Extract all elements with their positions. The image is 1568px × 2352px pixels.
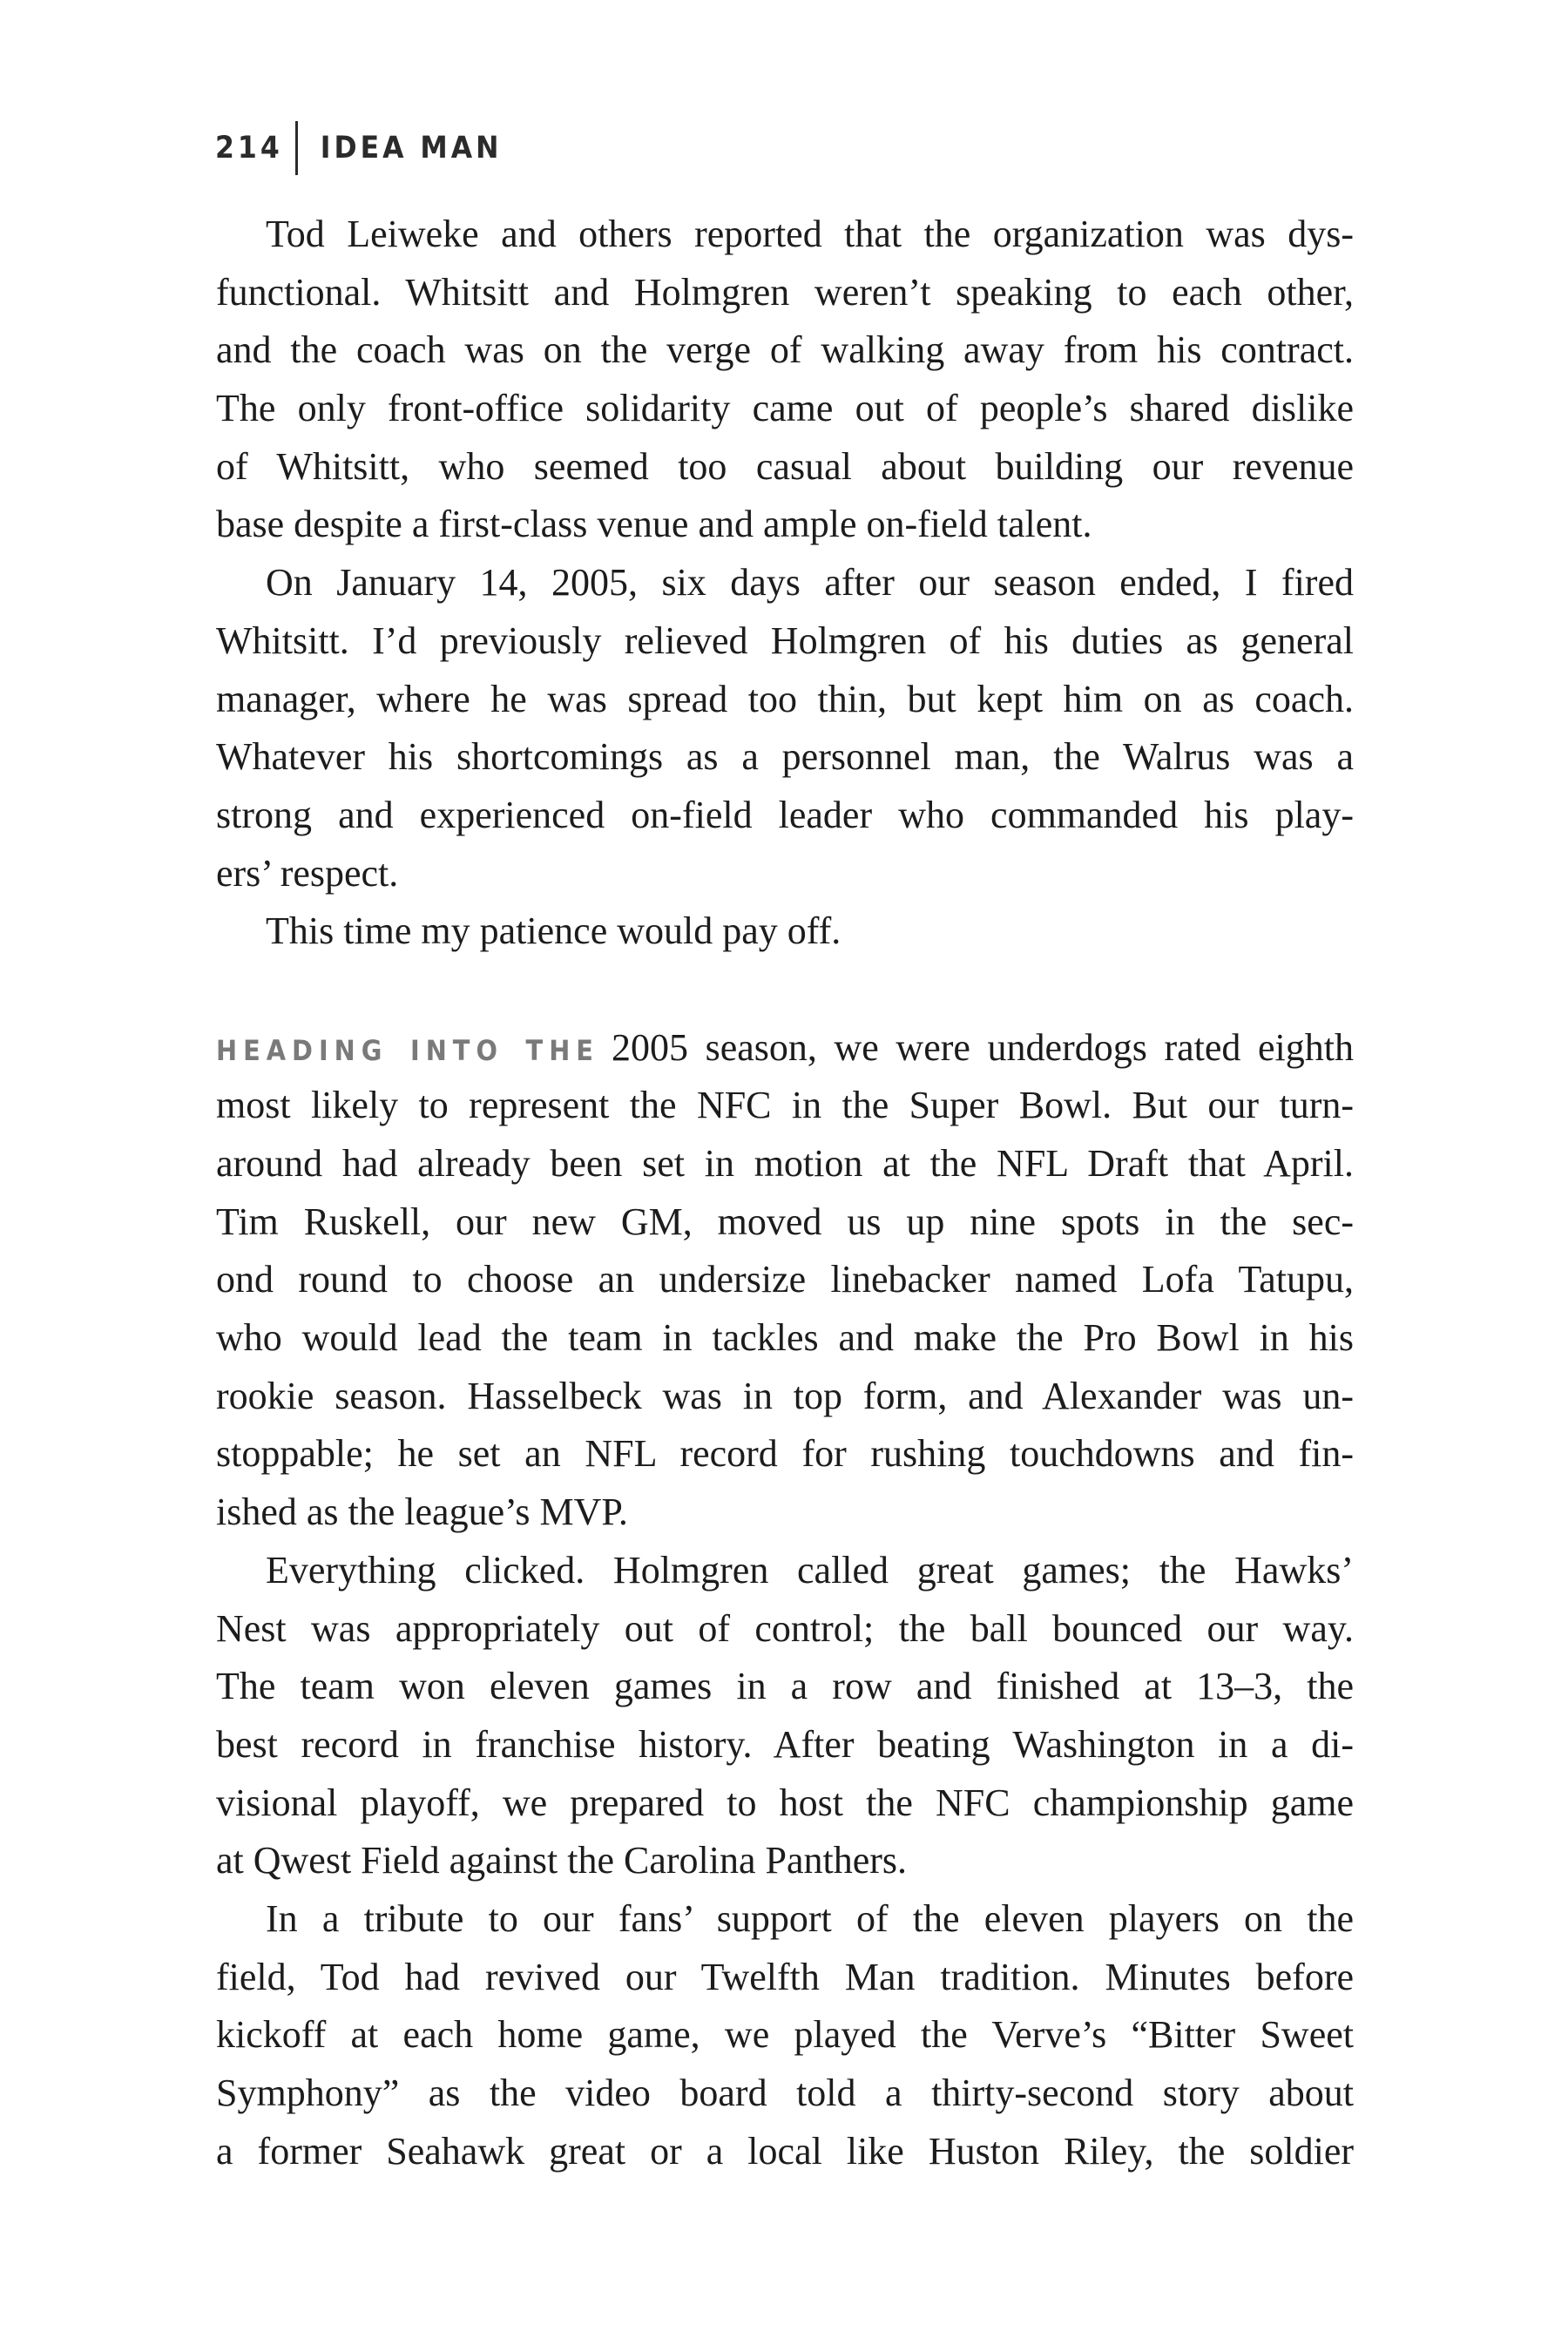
text-line: In a tribute to our fans’ support of the eleven players on the — [266, 1896, 1354, 1940]
text-line: visional playoff, we prepared to host the NFC championship game — [216, 1781, 1354, 1824]
text-line: a former Seahawk great or a local like Huston Riley, the soldier — [216, 2129, 1354, 2173]
page-number: 214 — [215, 131, 283, 166]
text-line: of Whitsitt, who seemed too casual about building our revenue — [216, 444, 1354, 488]
text-line: ished as the league’s MVP. — [216, 1490, 628, 1534]
text-line: manager, where he was spread too thin, but kept him on as coach. — [216, 677, 1354, 720]
text-line: rookie season. Hasselbeck was in top form, and Alexander was un- — [216, 1374, 1354, 1417]
book-title: IDEA MAN — [320, 131, 503, 166]
paragraph — [216, 1890, 1354, 2180]
text-line: base despite a first-class venue and ample on-field talent. — [216, 503, 1092, 546]
text-line: ers’ respect. — [216, 851, 399, 895]
section-lead-in: HEADING INTO THE — [216, 1033, 599, 1067]
text-line: who would lead the team in tackles and make the Pro Bowl in his — [216, 1316, 1354, 1360]
text-line: field, Tod had revived our Twelfth Man tradition. Minutes before — [216, 1955, 1354, 1998]
text-line: The only front-office solidarity came out of people’s shared dislike — [216, 387, 1354, 430]
paragraph — [216, 902, 1354, 961]
text-line: On January 14, 2005, six days after our season ended, I fired — [266, 561, 1354, 605]
text-line-rest: 2005 season, we were underdogs rated eighth — [611, 1025, 1354, 1069]
text-line: and the coach was on the verge of walking away from his contract. — [216, 328, 1354, 372]
text-line: strong and experienced on-field leader who commanded his play- — [216, 793, 1354, 836]
text-line: ond round to choose an undersize linebacker named Lofa Tatupu, — [216, 1258, 1354, 1301]
text-line: functional. Whitsitt and Holmgren weren’t speaking to each other, — [216, 270, 1354, 314]
text-line: kickoff at each home game, we played the Verve’s “Bitter Sweet — [216, 2013, 1354, 2057]
text-line: The team won eleven games in a row and finished at 13–3, the — [216, 1665, 1354, 1708]
text-line: Nest was appropriately out of control; the ball bounced our way. — [216, 1606, 1354, 1650]
text-line: at Qwest Field against the Carolina Panthers. — [216, 1839, 908, 1882]
text-line: around had already been set in motion at the NFL Draft that April. — [216, 1142, 1354, 1185]
paragraph — [216, 1019, 1354, 1542]
text-line: Whatever his shortcomings as a personnel man, the Walrus was a — [216, 735, 1354, 779]
running-head — [215, 127, 503, 169]
text-line — [216, 1019, 1354, 1078]
text-line: best record in franchise history. After beating Washington in a di- — [216, 1722, 1354, 1766]
text-line: Tod Leiweke and others reported that the organization was dys- — [266, 213, 1354, 255]
section-break — [216, 961, 1354, 1019]
text-line: Whitsitt. I’d previously relieved Holmgren of his duties as general — [216, 618, 1354, 662]
text-line: Everything clicked. Holmgren called great games; the Hawks’ — [266, 1548, 1354, 1592]
paragraph — [216, 206, 1354, 554]
text-line: stoppable; he set an NFL record for rushing touchdowns and fin- — [216, 1432, 1354, 1476]
running-head-divider — [295, 121, 298, 175]
text-line: most likely to represent the NFC in the Super Bowl. But our turn- — [216, 1084, 1354, 1127]
paragraph — [216, 1542, 1354, 1890]
text-line: Symphony” as the video board told a thirty-second story about — [216, 2072, 1354, 2114]
text-line: This time my patience would pay off. — [266, 909, 841, 953]
text-line: Tim Ruskell, our new GM, moved us up nine spots in the sec- — [216, 1200, 1354, 1243]
body-text — [216, 206, 1354, 2180]
paragraph — [216, 554, 1354, 902]
